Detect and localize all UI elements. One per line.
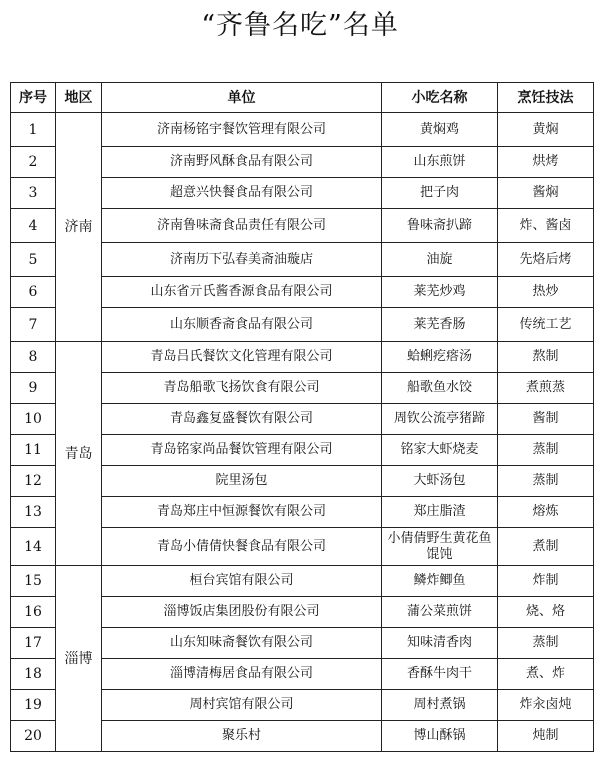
snack-name-cell: 鳞炸鲫鱼 [382,566,498,597]
table-row [11,113,594,147]
unit-cell: 超意兴快餐食品有限公司 [102,178,382,209]
technique-cell: 酱焖 [498,178,594,209]
snack-name-cell: 鲁味斋扒蹄 [382,209,498,243]
technique-cell: 黄焖 [498,113,594,147]
technique-cell: 煮、炸 [498,659,594,690]
header-no: 序号 [11,83,56,113]
unit-cell: 淄博饭店集团股份有限公司 [102,597,382,628]
region-cell: 济南 [56,113,102,342]
row-number: 2 [11,147,56,178]
table-row [11,342,594,373]
snack-name-cell: 把子肉 [382,178,498,209]
snack-name-cell: 周钦公流亭猪蹄 [382,404,498,435]
technique-cell: 煮制 [498,528,594,566]
row-number: 19 [11,690,56,721]
row-number: 16 [11,597,56,628]
row-number: 10 [11,404,56,435]
snack-name-cell: 船歌鱼水饺 [382,373,498,404]
row-number: 4 [11,209,56,243]
snack-name-cell: 油旋 [382,243,498,277]
unit-cell: 院里汤包 [102,466,382,497]
unit-cell: 周村宾馆有限公司 [102,690,382,721]
snack-name-cell: 博山酥锅 [382,721,498,752]
row-number: 18 [11,659,56,690]
header-technique: 烹饪技法 [498,83,594,113]
row-number: 8 [11,342,56,373]
unit-cell: 济南杨铭宇餐饮管理有限公司 [102,113,382,147]
row-number: 3 [11,178,56,209]
unit-cell: 山东顺香斋食品有限公司 [102,308,382,342]
snack-name-cell: 铭家大虾烧麦 [382,435,498,466]
snack-name-cell: 郑庄脂渣 [382,497,498,528]
unit-cell: 青岛鑫复盛餐饮有限公司 [102,404,382,435]
unit-cell: 青岛船歌飞扬饮食有限公司 [102,373,382,404]
technique-cell: 传统工艺 [498,308,594,342]
technique-cell: 蒸制 [498,466,594,497]
row-number: 20 [11,721,56,752]
region-cell: 淄博 [56,566,102,752]
snack-name-cell: 山东煎饼 [382,147,498,178]
unit-cell: 山东省亓氏酱香源食品有限公司 [102,277,382,308]
row-number: 17 [11,628,56,659]
snack-name-cell: 小倩倩野生黄花鱼馄饨 [382,528,498,566]
snack-name-cell: 周村煮锅 [382,690,498,721]
unit-cell: 淄博清梅居食品有限公司 [102,659,382,690]
row-number: 5 [11,243,56,277]
snack-name-cell: 大虾汤包 [382,466,498,497]
region-cell: 青岛 [56,342,102,566]
unit-cell: 青岛吕氏餐饮文化管理有限公司 [102,342,382,373]
unit-cell: 青岛郑庄中恒源餐饮有限公司 [102,497,382,528]
row-number: 12 [11,466,56,497]
unit-cell: 聚乐村 [102,721,382,752]
technique-cell: 先烙后烤 [498,243,594,277]
technique-cell: 熬制 [498,342,594,373]
unit-cell: 济南历下弘春美斋油璇店 [102,243,382,277]
table-row [11,566,594,597]
unit-cell: 桓台宾馆有限公司 [102,566,382,597]
row-number: 1 [11,113,56,147]
snack-name-cell: 莱芜炒鸡 [382,277,498,308]
technique-cell: 烧、烙 [498,597,594,628]
technique-cell: 烘烤 [498,147,594,178]
technique-cell: 酱制 [498,404,594,435]
snack-name-cell: 蒲公菜煎饼 [382,597,498,628]
technique-cell: 炸汆卤炖 [498,690,594,721]
unit-cell: 济南野风酥食品有限公司 [102,147,382,178]
header-region: 地区 [56,83,102,113]
unit-cell: 青岛小倩倩快餐食品有限公司 [102,528,382,566]
row-number: 9 [11,373,56,404]
row-number: 7 [11,308,56,342]
header-unit: 单位 [102,83,382,113]
technique-cell: 炖制 [498,721,594,752]
snack-name-cell: 蛤蜊疙瘩汤 [382,342,498,373]
header-snack: 小吃名称 [382,83,498,113]
row-number: 13 [11,497,56,528]
snack-list-table [10,82,594,752]
page-title: “齐鲁名吃”名单 [201,10,399,41]
technique-cell: 煮煎蒸 [498,373,594,404]
snack-name-cell: 黄焖鸡 [382,113,498,147]
snack-name-cell: 香酥牛肉干 [382,659,498,690]
row-number: 14 [11,528,56,566]
technique-cell: 炸、酱卤 [498,209,594,243]
technique-cell: 炸制 [498,566,594,597]
row-number: 6 [11,277,56,308]
technique-cell: 熔炼 [498,497,594,528]
unit-cell: 济南鲁味斋食品责任有限公司 [102,209,382,243]
table-body [11,113,594,752]
snack-name-cell: 莱芜香肠 [382,308,498,342]
technique-cell: 蒸制 [498,628,594,659]
snack-name-cell: 知味清香肉 [382,628,498,659]
technique-cell: 蒸制 [498,435,594,466]
technique-cell: 热炒 [498,277,594,308]
unit-cell: 青岛铭家尚品餐饮管理有限公司 [102,435,382,466]
row-number: 15 [11,566,56,597]
table-header-row [11,83,594,113]
unit-cell: 山东知味斋餐饮有限公司 [102,628,382,659]
row-number: 11 [11,435,56,466]
